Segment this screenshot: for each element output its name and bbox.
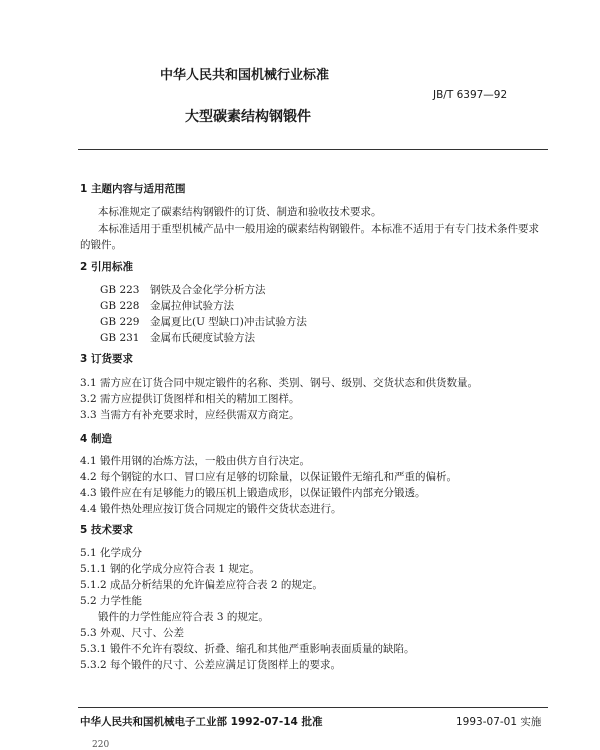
- page-title: 大型碳素结构钢锻件: [185, 109, 311, 125]
- section-5-line: 锻件的力学性能应符合表 3 的规定。: [98, 611, 269, 623]
- header-divider: [78, 149, 548, 150]
- section-3-item: 3.3 当需方有补充要求时，应经供需双方商定。: [80, 409, 300, 421]
- reference-code: GB 228: [100, 300, 140, 312]
- document-number: JB/T 6397—92: [433, 89, 508, 101]
- section-4-heading: 4 制造: [80, 433, 112, 445]
- section-5-line: 5.1 化学成分: [80, 547, 143, 559]
- footer-divider: [78, 707, 548, 708]
- reference-title: 金属拉伸试验方法: [150, 300, 234, 312]
- section-4-item: 4.2 每个钢锭的水口、冒口应有足够的切除量，以保证锻件无缩孔和严重的偏析。: [80, 471, 458, 483]
- approval-line: 中华人民共和国机械电子工业部 1992-07-14 批准: [80, 716, 323, 728]
- implementation-date: 1993-07-01 实施: [456, 716, 542, 728]
- standard-category: 中华人民共和国机械行业标准: [160, 68, 330, 83]
- section-1-paragraph-1: 本标准规定了碳素结构钢锻件的订货、制造和验收技术要求。: [98, 206, 382, 218]
- section-1-paragraph-2: 本标准适用于重型机械产品中一般用途的碳素结构钢锻件。本标准不适用于有专门技术条件要求: [98, 223, 539, 235]
- section-4-item: 4.4 锻件热处理应按订货合同规定的锻件交货状态进行。: [80, 503, 342, 515]
- reference-code: GB 231: [100, 332, 140, 344]
- page-number: 220: [92, 740, 110, 750]
- reference-code: GB 223: [100, 284, 140, 296]
- section-5-line: 5.1.2 成品分析结果的允许偏差应符合表 2 的规定。: [80, 579, 323, 591]
- section-5-line: 5.3.2 每个锻件的尺寸、公差应满足订货图样上的要求。: [80, 659, 342, 671]
- reference-title: 金属夏比(U 型缺口)冲击试验方法: [150, 316, 307, 328]
- reference-title: 钢铁及合金化学分析方法: [150, 284, 266, 296]
- section-5-heading: 5 技术要求: [80, 524, 133, 536]
- section-1-heading: 1 主题内容与适用范围: [80, 183, 186, 195]
- section-5-line: 5.2 力学性能: [80, 595, 143, 607]
- section-3-item: 3.1 需方应在订货合同中规定锻件的名称、类别、钢号、级别、交货状态和供货数量。: [80, 377, 479, 389]
- section-1-paragraph-2-cont: 的锻件。: [80, 239, 122, 251]
- section-4-item: 4.3 锻件应在有足够能力的锻压机上锻造成形，以保证锻件内部充分锻透。: [80, 487, 426, 499]
- section-5-line: 5.3.1 锻件不允许有裂纹、折叠、缩孔和其他严重影响表面质量的缺陷。: [80, 643, 415, 655]
- section-3-item: 3.2 需方应提供订货图样和相关的精加工图样。: [80, 393, 300, 405]
- section-3-heading: 3 订货要求: [80, 353, 133, 365]
- section-2-heading: 2 引用标准: [80, 261, 133, 273]
- reference-code: GB 229: [100, 316, 140, 328]
- section-5-line: 5.3 外观、尺寸、公差: [80, 627, 185, 639]
- section-4-item: 4.1 锻件用钢的冶炼方法，一般由供方自行决定。: [80, 455, 311, 467]
- section-5-line: 5.1.1 钢的化学成分应符合表 1 规定。: [80, 563, 260, 575]
- reference-title: 金属布氏硬度试验方法: [150, 332, 255, 344]
